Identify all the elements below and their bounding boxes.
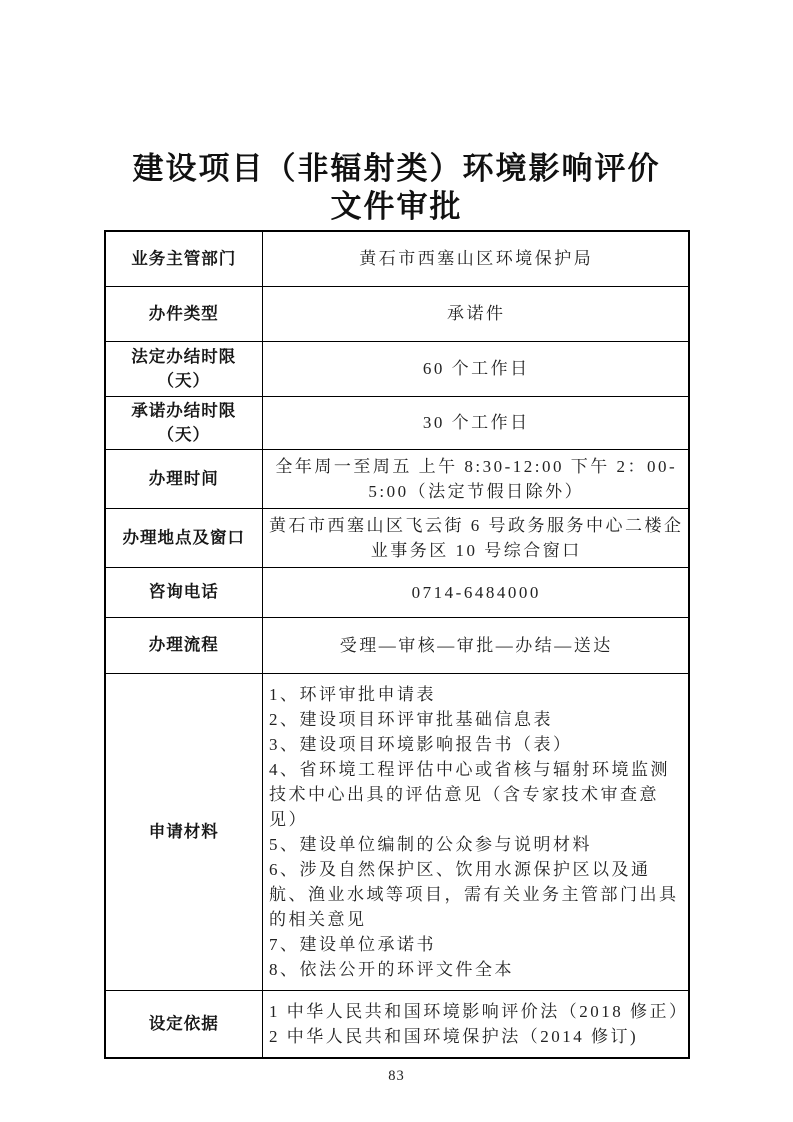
legal-basis-item-2: 2 中华人民共和国环境保护法（2014 修订) bbox=[269, 1026, 639, 1046]
row-value-item-type: 承诺件 bbox=[263, 286, 689, 341]
label-text: 业务主管部门 bbox=[131, 249, 237, 268]
label-text: 申请材料 bbox=[148, 822, 219, 841]
material-item-1: 1、环评审批申请表 bbox=[269, 684, 436, 704]
material-item-2: 2、建设项目环评审批基础信息表 bbox=[269, 709, 553, 729]
row-value-promised-limit: 30 个工作日 bbox=[263, 396, 689, 449]
row-label-office-hours bbox=[105, 449, 263, 508]
table-row-office-hours bbox=[105, 449, 689, 508]
row-label-materials bbox=[105, 673, 263, 990]
page-number: 83 bbox=[388, 1067, 405, 1084]
row-label-process bbox=[105, 617, 263, 673]
row-label-dept bbox=[105, 231, 263, 286]
table-row-item-type bbox=[105, 286, 689, 341]
label-text: 办理地点及窗口 bbox=[122, 528, 245, 547]
page-title bbox=[0, 0, 793, 226]
row-label-location bbox=[105, 508, 263, 567]
material-item-3: 3、建设项目环境影响报告书（表） bbox=[269, 734, 573, 754]
label-text: 办件类型 bbox=[148, 304, 219, 323]
row-label-statutory-limit bbox=[105, 341, 263, 396]
material-item-7: 7、建设单位承诺书 bbox=[269, 934, 436, 954]
material-item-4: 4、省环境工程评估中心或省核与辐射环境监测技术中心出具的评估意见（含专家技术审查意见） bbox=[269, 759, 670, 829]
label-text: 设定依据 bbox=[148, 1014, 219, 1033]
row-value-dept: 黄石市西塞山区环境保护局 bbox=[263, 231, 689, 286]
table-row-promised-limit bbox=[105, 396, 689, 449]
row-value-office-hours: 全年周一至周五 上午 8:30-12:00 下午 2：00-5:00（法定节假日除外） bbox=[263, 449, 689, 508]
row-value-statutory-limit: 60 个工作日 bbox=[263, 341, 689, 396]
table-row-statutory-limit bbox=[105, 341, 689, 396]
row-label-legal-basis bbox=[105, 990, 263, 1058]
page-title-line-1: 建设项目（非辐射类）环境影响评价 bbox=[132, 151, 661, 186]
row-label-promised-limit bbox=[105, 396, 263, 449]
material-item-6: 6、涉及自然保护区、饮用水源保护区以及通航、渔业水域等项目，需有关业务主管部门出具的相关意见 bbox=[269, 859, 679, 929]
row-label-phone bbox=[105, 567, 263, 617]
page-title-line-2: 文件审批 bbox=[330, 189, 463, 224]
row-label-item-type bbox=[105, 286, 263, 341]
legal-basis-item-1: 1 中华人民共和国环境影响评价法（2018 修正） bbox=[269, 1001, 689, 1021]
table-row-materials bbox=[105, 673, 689, 990]
table-row-legal-basis bbox=[105, 990, 689, 1058]
row-value-legal-basis bbox=[263, 990, 689, 1058]
row-value-process: 受理—审核—审批—办结—送达 bbox=[263, 617, 689, 673]
table-row-phone bbox=[105, 567, 689, 617]
label-text: 办理时间 bbox=[148, 469, 219, 488]
label-text: 法定办结时限 bbox=[131, 347, 237, 366]
label-text: 办理流程 bbox=[148, 636, 219, 654]
row-value-materials bbox=[263, 673, 689, 990]
material-item-5: 5、建设单位编制的公众参与说明材料 bbox=[269, 834, 592, 854]
label-text-line2: （天） bbox=[157, 371, 210, 390]
label-text: 承诺办结时限 bbox=[131, 401, 237, 420]
table-row-dept bbox=[105, 231, 689, 286]
material-item-8: 8、依法公开的环评文件全本 bbox=[269, 959, 514, 979]
row-value-phone: 0714-6484000 bbox=[263, 567, 689, 617]
table-row-location bbox=[105, 508, 689, 567]
table-row-process bbox=[105, 617, 689, 673]
label-text: 咨询电话 bbox=[148, 583, 219, 601]
approval-info-table bbox=[104, 230, 690, 1059]
row-value-location: 黄石市西塞山区飞云街 6 号政务服务中心二楼企业事务区 10 号综合窗口 bbox=[263, 508, 689, 567]
label-text-line2: （天） bbox=[157, 425, 210, 444]
